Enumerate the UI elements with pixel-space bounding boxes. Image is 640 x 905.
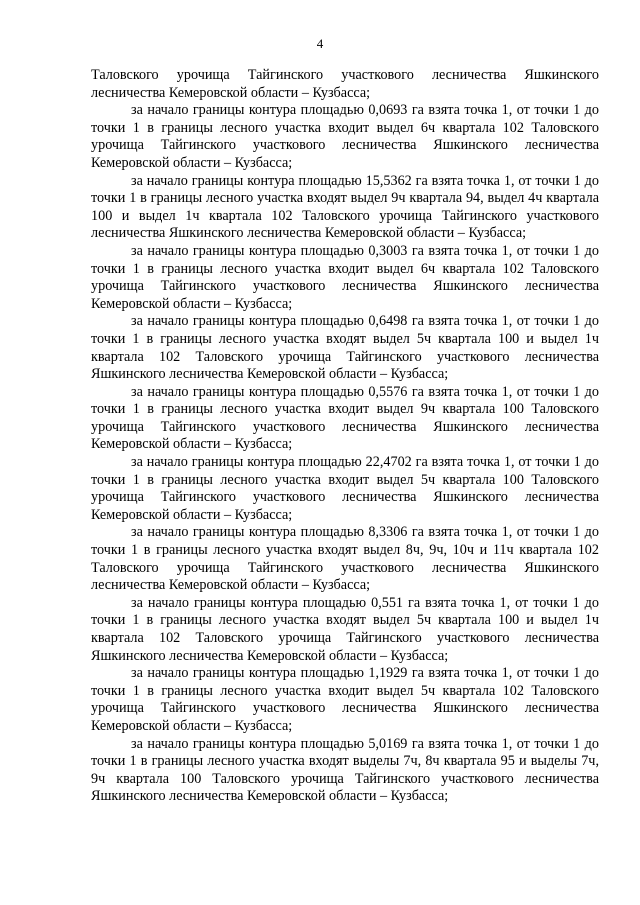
paragraph-contour-0-3003: за начало границы контура площадью 0,3003 га взята точка 1, от точки 1 до точки 1 в границы лесного участка входит выдел 6ч квартала 102 Таловского урочища Тайгинского участкового лесничества Яшкинского лесничества Кемеровской области – Кузбасса;: [91, 242, 599, 312]
page-number: 4: [316, 36, 324, 51]
paragraph-contour-0-551: за начало границы контура площадью 0,551 га взята точка 1, от точки 1 до точки 1 в границы лесного участка входят выдел 5ч квартала 100 и выдел 1ч квартала 102 Таловского урочища Тайгинского участкового лесничества Яшкинского лесничества Кемеровской области – Кузбасса;: [91, 594, 599, 664]
paragraph-continuation: Таловского урочища Тайгинского участкового лесничества Яшкинского лесничества Кемеровской области – Кузбасса;: [91, 67, 599, 101]
paragraph-contour-8-3306: за начало границы контура площадью 8,3306 га взята точка 1, от точки 1 до точки 1 в границы лесного участка входят выдел 8ч, 9ч, 10ч и 11ч квартала 102 Таловского урочища Тайгинского участкового лесничества Яшкинского лесничества Кемеровской области – Кузбасса;: [91, 524, 599, 594]
paragraph-contour-0-6498: за начало границы контура площадью 0,6498 га взята точка 1, от точки 1 до точки 1 в границы лесного участка входят выдел 5ч квартала 100 и выдел 1ч квартала 102 Таловского урочища Тайгинского участкового лесничества Яшкинского лесничества Кемеровской области – Кузбасса;: [91, 313, 599, 383]
paragraph-contour-15-5362: за начало границы контура площадью 15,5362 га взята точка 1, от точки 1 до точки 1 в границы лесного участка входят выдел 9ч квартала 94, выдел 4ч квартала 100 и выдел 1ч квартала 102 Таловского урочища Тайгинского участкового лесничества Яшкинского лесничества Кемеровской области – Кузбасса;: [91, 172, 599, 242]
document-body: [91, 67, 599, 806]
paragraph-contour-1-1929: за начало границы контура площадью 1,1929 га взята точка 1, от точки 1 до точки 1 в границы лесного участка входит выдел 5ч квартала 102 Таловского урочища Тайгинского участкового лесничества Яшкинского лесничества Кемеровской области – Кузбасса;: [91, 665, 599, 734]
paragraph-contour-0-5576: за начало границы контура площадью 0,5576 га взята точка 1, от точки 1 до точки 1 в границы лесного участка входит выдел 9ч квартала 100 Таловского урочища Тайгинского участкового лесничества Яшкинского лесничества Кемеровской области – Кузбасса;: [91, 383, 599, 453]
paragraph-contour-0-0693: за начало границы контура площадью 0,0693 га взята точка 1, от точки 1 до точки 1 в границы лесного участка входит выдел 6ч квартала 102 Таловского урочища Тайгинского участкового лесничества Яшкинского лесничества Кемеровской области – Кузбасса;: [91, 102, 599, 171]
paragraph-contour-5-0169: за начало границы контура площадью 5,0169 га взята точка 1, от точки 1 до точки 1 в границы лесного участка входят выделы 7ч, 8ч квартала 95 и выделы 7ч, 9ч квартала 100 Таловского урочища Тайгинского участкового лесничества Яшкинского лесничества Кемеровской области – Кузбасса;: [91, 735, 599, 805]
paragraph-contour-22-4702: за начало границы контура площадью 22,4702 га взята точка 1, от точки 1 до точки 1 в границы лесного участка входит выдел 5ч квартала 100 Таловского урочища Тайгинского участкового лесничества Яшкинского лесничества Кемеровской области – Кузбасса;: [91, 454, 599, 523]
